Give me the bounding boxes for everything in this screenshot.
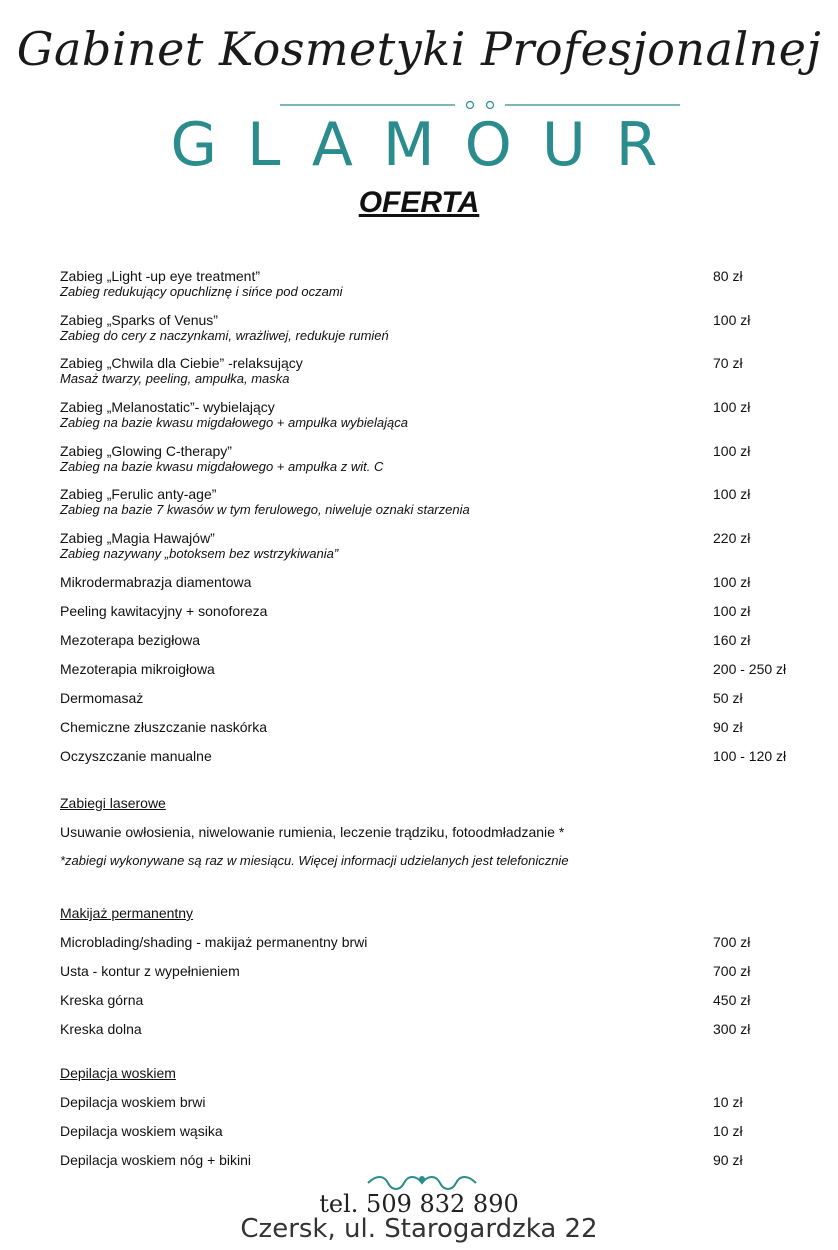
treatment-price: 80 zł <box>713 268 743 284</box>
treatment-row <box>60 399 800 431</box>
laser-description: Usuwanie owłosienia, niwelowanie rumienia, leczenie trądziku, fotoodmładzanie * <box>60 824 565 840</box>
permanent-row <box>60 963 800 979</box>
treatment-price: 100 zł <box>713 603 751 619</box>
treatment-name: Mezoterapia mikroigłowa <box>60 661 215 677</box>
laser-note: *zabiegi wykonywane są raz w miesiącu. Więcej informacji udzielanych jest telefonicznie <box>60 853 569 868</box>
treatment-name: Zabieg „Magia Hawajów” <box>60 530 215 546</box>
treatment-row <box>60 312 800 344</box>
permanent-price: 300 zł <box>713 1021 751 1037</box>
treatment-price: 160 zł <box>713 632 751 648</box>
treatment-desc: Zabieg nazywany „botoksem bez wstrzykiwania” <box>60 546 339 561</box>
wax-name: Depilacja woskiem nóg + bikini <box>60 1152 252 1168</box>
wax-price: 10 zł <box>713 1094 743 1110</box>
treatment-price: 100 zł <box>713 574 751 590</box>
treatment-name: Chemiczne złuszczanie naskórka <box>60 719 267 735</box>
wax-name: Depilacja woskiem wąsika <box>60 1123 223 1139</box>
treatment-price: 100 - 120 zł <box>713 748 787 764</box>
treatment-desc: Zabieg na bazie 7 kwasów w tym ferulowego, niweluje oznaki starzenia <box>60 502 470 517</box>
treatment-price: 50 zł <box>713 690 743 706</box>
treatment-price: 70 zł <box>713 355 743 371</box>
permanent-name: Kreska dolna <box>60 1021 142 1037</box>
treatment-desc: Zabieg na bazie kwasu migdałowego + ampułka z wit. C <box>60 459 384 474</box>
wax-price: 90 zł <box>713 1152 743 1168</box>
permanent-row <box>60 992 800 1008</box>
treatment-price: 220 zł <box>713 530 751 546</box>
treatment-name: Oczyszczanie manualne <box>60 748 212 764</box>
permanent-name: Microblading/shading - makijaż permanentny brwi <box>60 934 368 950</box>
footer-address: Czersk, ul. Starogardzka 22 <box>240 1214 598 1244</box>
permanent-row <box>60 1021 800 1037</box>
treatment-name: Mezoterapa bezigłowa <box>60 632 201 648</box>
section-title-permanent: Makijaż permanentny <box>60 905 194 921</box>
wax-price: 10 zł <box>713 1123 743 1139</box>
brand-logo-text: GLAMOUR <box>170 110 688 180</box>
treatment-price: 90 zł <box>713 719 743 735</box>
treatment-row <box>60 268 800 300</box>
header-ornament <box>280 100 680 110</box>
treatment-desc: Zabieg do cery z naczynkami, wrażliwej, redukuje rumień <box>60 328 389 343</box>
treatment-row <box>60 632 800 648</box>
footer-phone[interactable]: tel. 509 832 890 <box>319 1190 519 1218</box>
permanent-row <box>60 934 800 950</box>
treatment-row <box>60 574 800 590</box>
treatment-name: Dermomasaż <box>60 690 144 706</box>
treatment-row <box>60 661 800 677</box>
treatment-row <box>60 355 800 387</box>
treatment-name: Mikrodermabrazja diamentowa <box>60 574 252 590</box>
treatment-price: 100 zł <box>713 399 751 415</box>
offer-heading: OFERTA <box>358 186 480 219</box>
treatment-name: Zabieg „Melanostatic”- wybielający <box>60 399 275 415</box>
permanent-price: 700 zł <box>713 963 751 979</box>
section-title-laser: Zabiegi laserowe <box>60 795 166 811</box>
treatment-row <box>60 530 800 562</box>
script-title: Gabinet Kosmetyki Profesjonalnej <box>16 22 822 76</box>
treatment-name: Peeling kawitacyjny + sonoforeza <box>60 603 268 619</box>
treatment-row <box>60 690 800 706</box>
treatment-price: 100 zł <box>713 443 751 459</box>
treatment-name: Zabieg „Ferulic anty-age” <box>60 486 217 502</box>
treatment-price: 100 zł <box>713 486 751 502</box>
treatment-name: Zabieg „Sparks of Venus” <box>60 312 218 328</box>
treatment-desc: Zabieg redukujący opuchliznę i sińce pod oczami <box>60 284 343 299</box>
treatment-row <box>60 748 800 764</box>
treatment-desc: Masaż twarzy, peeling, ampułka, maska <box>60 371 290 386</box>
treatment-row <box>60 603 800 619</box>
wax-row <box>60 1152 800 1168</box>
wax-name: Depilacja woskiem brwi <box>60 1094 206 1110</box>
treatment-name: Zabieg „Light -up eye treatment” <box>60 268 260 284</box>
treatment-name: Zabieg „Chwila dla Ciebie” -relaksujący <box>60 355 303 371</box>
permanent-price: 700 zł <box>713 934 751 950</box>
treatment-price: 100 zł <box>713 312 751 328</box>
treatment-name: Zabieg „Glowing C-therapy” <box>60 443 232 459</box>
section-title-wax: Depilacja woskiem <box>60 1065 176 1081</box>
wax-row <box>60 1094 800 1110</box>
permanent-name: Kreska górna <box>60 992 144 1008</box>
treatment-desc: Zabieg na bazie kwasu migdałowego + ampułka wybielająca <box>60 415 408 430</box>
wax-row <box>60 1123 800 1139</box>
treatment-price: 200 - 250 zł <box>713 661 787 677</box>
treatment-row <box>60 486 800 518</box>
permanent-name: Usta - kontur z wypełnieniem <box>60 963 240 979</box>
treatment-row <box>60 443 800 475</box>
permanent-price: 450 zł <box>713 992 751 1008</box>
treatment-row <box>60 719 800 735</box>
